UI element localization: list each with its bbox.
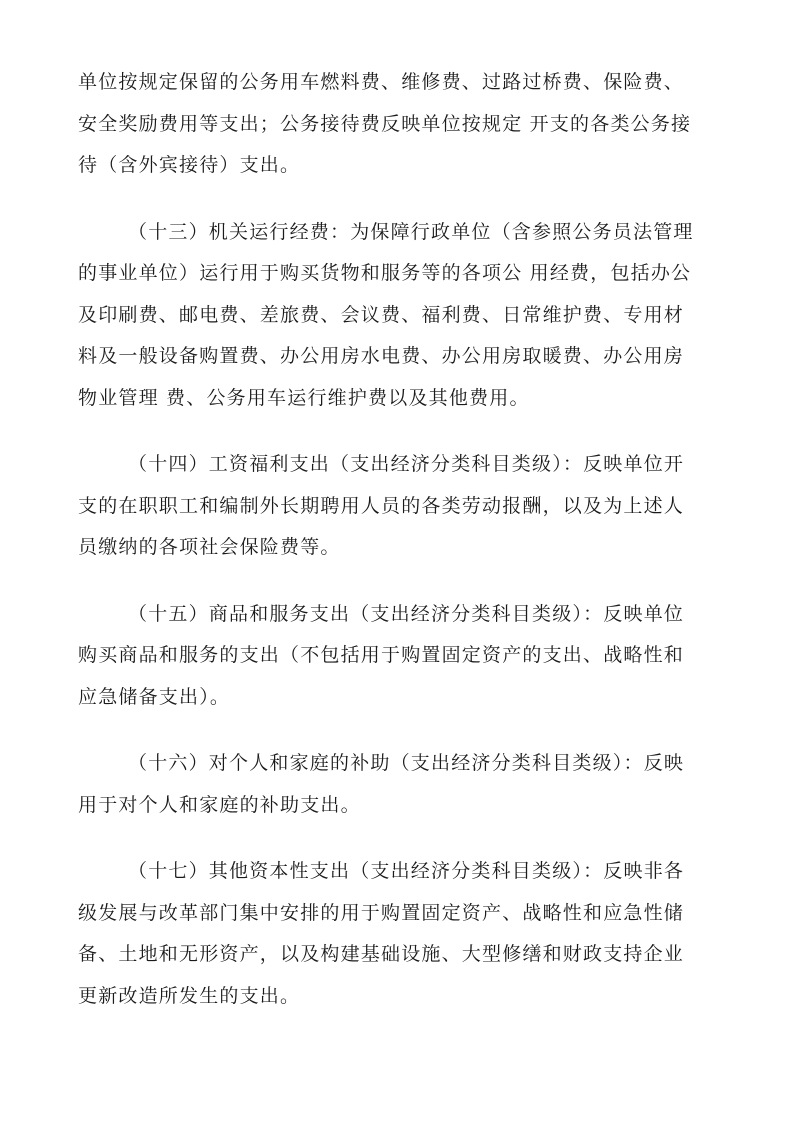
text-line: 备、土地和无形资产，以及构建基础设施、大型修缮和财政支持企业: [78, 943, 685, 965]
text-line: 级发展与改革部门集中安排的用于购置固定资产、战略性和应急性储: [78, 901, 685, 924]
text-line: （十七）其他资本性支出（支出经济分类科目类级）：反映非各: [128, 860, 685, 882]
text-line: （十四）工资福利支出（支出经济分类科目类级）：反映单位开: [128, 453, 685, 475]
text-line: 物业管理 费、公务用车运行维护费以及其他费用。: [78, 386, 530, 409]
text-line: （十三）机关运行经费：为保障行政单位（含参照公务员法管理: [128, 220, 694, 243]
paragraph-17-other-capital: [78, 851, 723, 1017]
text-line: 的事业单位）运行用于购买货物和服务等的各项公 用经费，包括办公: [78, 262, 692, 284]
text-line: 料及一般设备购置费、办公用房水电费、办公用房取暖费、办公用房: [78, 345, 685, 367]
text-line: 应急储备支出）。: [78, 685, 231, 708]
paragraph-14-wages-welfare: [78, 444, 723, 569]
paragraph-16-household-subsidies: [78, 743, 723, 826]
text-line: 员缴纳的各项社会保险费等。: [78, 536, 341, 558]
text-line: （十五）商品和服务支出（支出经济分类科目类级）：反映单位: [128, 602, 685, 625]
paragraph-15-goods-services: [78, 594, 723, 719]
text-line: 单位按规定保留的公务用车燃料费、维修费、过路过桥费、保险费、: [78, 71, 685, 93]
text-line: 支的在职职工和编制外长期聘用人员的各类劳动报酬，以及为上述人: [78, 494, 685, 517]
text-line: 更新改造所发生的支出。: [78, 984, 301, 1007]
text-line: 安全奖励费用等支出；公务接待费反映单位按规定 开支的各类公务接: [78, 112, 692, 135]
text-line: 购买商品和服务的支出（不包括用于购置固定资产的支出、战略性和: [78, 644, 685, 666]
text-line: 用于对个人和家庭的补助支出。: [78, 793, 361, 816]
text-line: （十六）对个人和家庭的补助（支出经济分类科目类级）：反映: [128, 752, 685, 774]
paragraph-vehicle-reception-cont: [78, 62, 723, 187]
paragraph-13-operating-expenses: [78, 212, 723, 420]
text-line: 及印刷费、邮电费、差旅费、会议费、福利费、日常维护费、专用材: [78, 303, 685, 326]
text-line: 待（含外宾接待）支出。: [78, 154, 301, 176]
